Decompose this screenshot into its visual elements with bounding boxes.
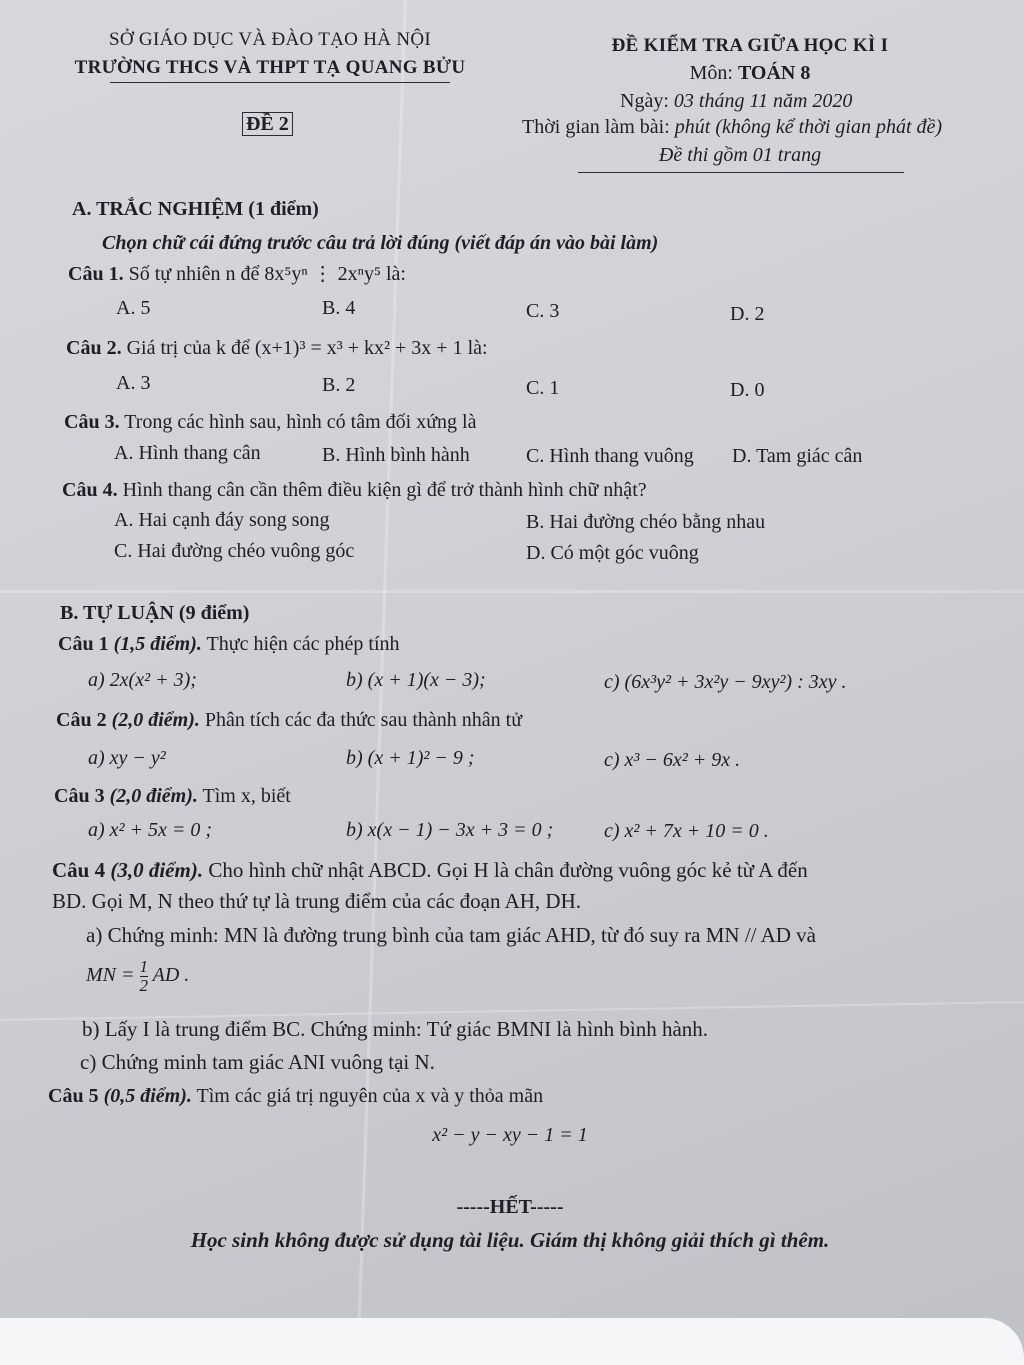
essay-part: b) (x + 1)² − 9 ; bbox=[346, 747, 475, 769]
time-label: Thời gian làm bài: bbox=[522, 116, 670, 138]
essay-question-4: Câu 4 (3,0 điểm). Cho hình chữ nhật ABCD. Gọi H là chân đường vuông góc kẻ từ A đến bbox=[52, 858, 808, 882]
mc-option: B. 2 bbox=[322, 374, 356, 396]
essay-part: c) (6x³y² + 3x²y − 9xy²) : 3xy . bbox=[604, 671, 847, 693]
essay-question-1: Câu 1 (1,5 điểm). Thực hiện các phép tính bbox=[58, 633, 400, 655]
time-line bbox=[522, 115, 942, 139]
subject-label: Môn: bbox=[689, 62, 733, 84]
mc-question-3: Câu 3. Trong các hình sau, hình có tâm đối xứng là bbox=[64, 411, 477, 433]
mc-option: D. 0 bbox=[730, 379, 765, 401]
section-a-title: A. TRẮC NGHIỆM (1 điểm) bbox=[72, 198, 319, 220]
end-marker: -----HẾT----- bbox=[456, 1196, 564, 1218]
header-rule bbox=[578, 172, 904, 173]
mc-question-2: Câu 2. Giá trị của k để (x+1)³ = x³ + kx² + 3x + 1 là: bbox=[66, 337, 488, 359]
mc-option: D. Tam giác cân bbox=[732, 445, 863, 467]
mc-option: A. Hai cạnh đáy song song bbox=[114, 509, 330, 531]
mc-option: A. Hình thang cân bbox=[114, 442, 261, 464]
footer-note: Học sinh không được sử dụng tài liệu. Giám thị không giải thích gì thêm. bbox=[190, 1228, 830, 1252]
mc-option: A. 3 bbox=[116, 372, 151, 394]
mc-option: C. Hình thang vuông bbox=[526, 445, 694, 467]
redaction-bar bbox=[0, 1318, 1024, 1365]
school-name: TRƯỜNG THCS VÀ THPT TẠ QUANG BỬU bbox=[74, 57, 466, 78]
essay-part: c) x² + 7x + 10 = 0 . bbox=[604, 820, 769, 842]
mc-option: C. 3 bbox=[526, 300, 560, 322]
mc-question-1: Câu 1. Số tự nhiên n để 8x⁵yⁿ ⋮ 2xⁿy⁵ là: bbox=[68, 263, 406, 285]
subject-value: TOÁN 8 bbox=[737, 62, 811, 84]
time-value: phút (không kể thời gian phát đề) bbox=[674, 116, 943, 138]
fraction: $\frac{1}{2}$ bbox=[139, 957, 148, 995]
mc-option: C. 1 bbox=[526, 377, 560, 399]
mc-option: B. 4 bbox=[322, 297, 356, 319]
section-b-title: B. TỰ LUẬN (9 điểm) bbox=[60, 602, 250, 624]
mc-option: B. Hai đường chéo bằng nhau bbox=[526, 511, 766, 533]
department-name: SỞ GIÁO DỤC VÀ ĐÀO TẠO HÀ NỘI bbox=[108, 29, 432, 50]
essay-part: a) x² + 5x = 0 ; bbox=[88, 819, 213, 841]
pages-note: Đề thi gồm 01 trang bbox=[658, 144, 822, 166]
mc-option: C. Hai đường chéo vuông góc bbox=[114, 540, 355, 562]
essay-question-4-line2: BD. Gọi M, N theo thứ tự là trung điểm của các đoạn AH, DH. bbox=[52, 889, 581, 913]
date-label: Ngày: bbox=[620, 90, 669, 112]
essay-question-5: Câu 5 (0,5 điểm). Tìm các giá trị nguyên của x và y thỏa mãn bbox=[48, 1085, 544, 1107]
exam-code: ĐỀ 2 bbox=[242, 112, 293, 136]
mc-option: B. Hình bình hành bbox=[322, 444, 470, 466]
essay-part: c) x³ − 6x² + 9x . bbox=[604, 749, 741, 771]
mc-option: D. 2 bbox=[730, 303, 765, 325]
essay-4a-formula: MN = $\frac{1}{2}$ AD . bbox=[86, 957, 190, 995]
mc-option: A. 5 bbox=[116, 297, 151, 319]
section-a-instruction: Chọn chữ cái đứng trước câu trả lời đúng (viết đáp án vào bài làm) bbox=[102, 232, 659, 254]
date-value: 03 tháng 11 năm 2020 bbox=[673, 90, 853, 112]
essay-part: b) (x + 1)(x − 3); bbox=[346, 669, 486, 691]
essay-5-equation: x² − y − xy − 1 = 1 bbox=[432, 1124, 588, 1146]
mc-option: D. Có một góc vuông bbox=[526, 542, 699, 564]
school-underline bbox=[110, 82, 450, 83]
paper-crease bbox=[0, 590, 1024, 593]
essay-question-3: Câu 3 (2,0 điểm). Tìm x, biết bbox=[54, 785, 291, 807]
essay-4b: b) Lấy I là trung điểm BC. Chứng minh: Tứ giác BMNI là hình bình hành. bbox=[82, 1017, 709, 1041]
essay-4c: c) Chứng minh tam giác ANI vuông tại N. bbox=[80, 1050, 435, 1074]
essay-part: a) xy − y² bbox=[88, 747, 166, 769]
essay-4a: a) Chứng minh: MN là đường trung bình của tam giác AHD, từ đó suy ra MN // AD và bbox=[86, 923, 816, 947]
date-line bbox=[620, 89, 852, 113]
essay-question-2: Câu 2 (2,0 điểm). Phân tích các đa thức sau thành nhân tử bbox=[56, 709, 523, 731]
essay-part: b) x(x − 1) − 3x + 3 = 0 ; bbox=[346, 819, 554, 841]
essay-part: a) 2x(x² + 3); bbox=[88, 669, 197, 691]
subject-line bbox=[580, 61, 920, 85]
mc-question-4: Câu 4. Hình thang cân cần thêm điều kiện gì để trở thành hình chữ nhật? bbox=[62, 479, 647, 501]
exam-title: ĐỀ KIỂM TRA GIỮA HỌC KÌ I bbox=[611, 35, 889, 56]
